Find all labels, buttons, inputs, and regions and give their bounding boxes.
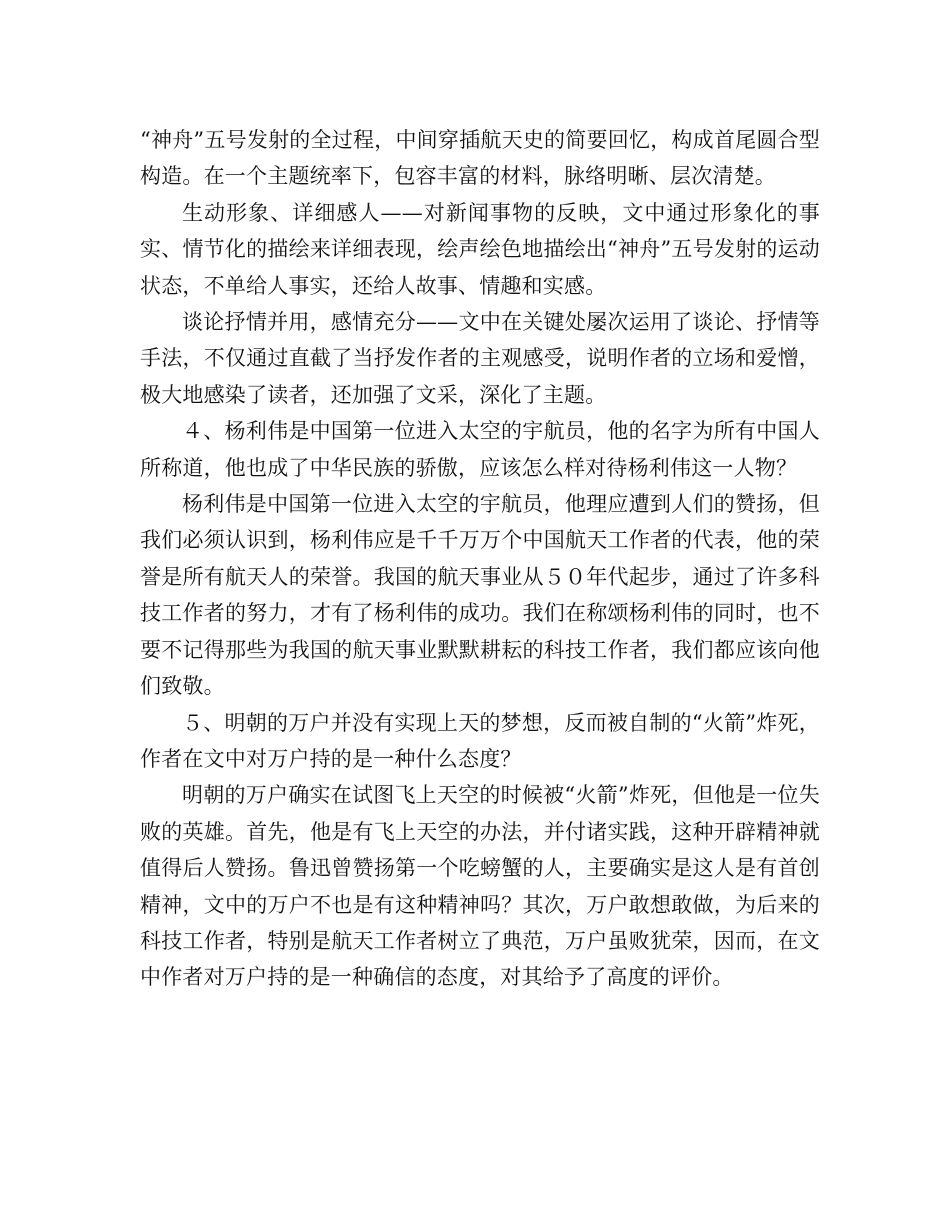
paragraph-continuation: “神舟”五号发射的全过程，中间穿插航天史的简要回忆，构成首尾圆合型构造。在一个主题统率下，包容丰富的材料，脉络明晰、层次清楚。 — [140, 128, 820, 189]
paragraph-vivid-description: 生动形象、详细感人——对新闻事物的反映，文中通过形象化的事实、情节化的描绘来详细表现，绘声绘色地描绘出“神舟”五号发射的运动状态，不单给人事实，还给人故事、情趣和实感。 — [140, 200, 820, 298]
question-5: ５、明朝的万户并没有实现上天的梦想，反而被自制的“火箭”炸死，作者在文中对万户持的是一种什么态度？ — [140, 710, 820, 771]
document-page — [140, 122, 820, 996]
answer-4: 杨利伟是中国第一位进入太空的宇航员，他理应遭到人们的赞扬，但我们必须认识到，杨利伟应是千千万万个中国航天工作者的代表，他的荣誉是所有航天人的荣誉。我国的航天事业从５０年代起步，通过了许多科技工作者的努力，才有了杨利伟的成功。我们在称颂杨利伟的同时，也不要不记得那些为我国的航天事业默默耕耘的科技工作者，我们都应该向他们致敬。 — [140, 492, 820, 699]
answer-5: 明朝的万户确实在试图飞上天空的时候被“火箭”炸死，但他是一位失败的英雄。首先，他是有飞上天空的办法，并付诸实践，这种开辟精神就值得后人赞扬。鲁迅曾赞扬第一个吃螃蟹的人，主要确实是这人是有首创精神，文中的万户不也是有这种精神吗？其次，万户敢想敢做，为后来的科技工作者，特别是航天工作者树立了典范，万户虽败犹荣，因而，在文中作者对万户持的是一种确信的态度，对其给予了高度的评价。 — [140, 783, 820, 990]
paragraph-discussion-lyric: 谈论抒情并用，感情充分——文中在关键处屡次运用了谈论、抒情等手法，不仅通过直截了当抒发作者的主观感受，说明作者的立场和爱憎，极大地感染了读者，还加强了文采，深化了主题。 — [140, 310, 820, 407]
question-4: ４、杨利伟是中国第一位进入太空的宇航员，他的名字为所有中国人所称道，他也成了中华民族的骄傲，应该怎么样对待杨利伟这一人物？ — [140, 419, 820, 480]
